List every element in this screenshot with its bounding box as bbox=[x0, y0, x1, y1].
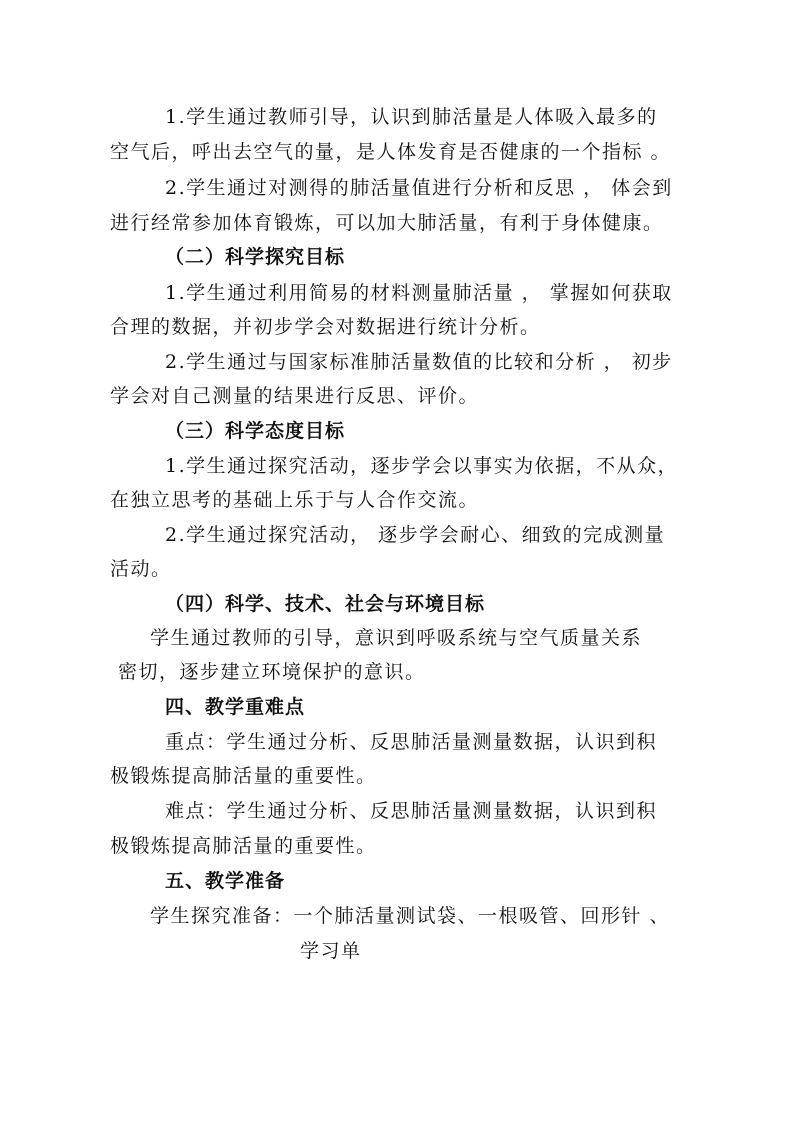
sts-goals-heading: （四）科学、技术、社会与环境目标 bbox=[165, 593, 486, 615]
focus-line1: 重点：学生通过分析、反思肺活量测量数据，认识到积 bbox=[165, 731, 658, 753]
focus-line2: 极锻炼提高肺活量的重要性。 bbox=[110, 765, 377, 787]
attitude-item2-line1: 2.学生通过探究活动， 逐步学会耐心、细致的完成测量 bbox=[165, 524, 666, 546]
knowledge-item1-line1: 1.学生通过教师引导，认识到肺活量是人体吸入最多的 bbox=[165, 106, 658, 128]
inquiry-item1-line1: 1.学生通过利用简易的材料测量肺活量 ， 掌握如何获取 bbox=[165, 282, 673, 304]
inquiry-item1-line2: 合理的数据，并初步学会对数据进行统计分析。 bbox=[110, 316, 541, 338]
inquiry-item2-line1: 2.学生通过与国家标准肺活量数值的比较和分析 ， 初步 bbox=[165, 351, 673, 373]
preparation-heading: 五、教学准备 bbox=[165, 870, 286, 892]
key-points-heading: 四、教学重难点 bbox=[165, 696, 306, 718]
difficulty-line2: 极锻炼提高肺活量的重要性。 bbox=[110, 835, 377, 857]
attitude-item2-line2: 活动。 bbox=[110, 558, 172, 580]
attitude-item1-line1: 1.学生通过探究活动，逐步学会以事实为依据，不从众， bbox=[165, 455, 679, 477]
inquiry-item2-line2: 学会对自己测量的结果进行反思、评价。 bbox=[110, 385, 480, 407]
attitude-item1-line2: 在独立思考的基础上乐于与人合作交流。 bbox=[110, 489, 480, 511]
inquiry-goals-heading: （二）科学探究目标 bbox=[165, 246, 346, 268]
knowledge-item2-line2: 进行经常参加体育锻炼，可以加大肺活量，有利于身体健康。 bbox=[110, 212, 664, 234]
attitude-goals-heading: （三）科学态度目标 bbox=[165, 420, 346, 442]
difficulty-line1: 难点：学生通过分析、反思肺活量测量数据，认识到积 bbox=[165, 800, 658, 822]
preparation-student-line1: 学生探究准备：一个肺活量测试袋、一根吸管、回形针 、 bbox=[150, 905, 671, 927]
knowledge-item2-line1: 2.学生通过对测得的肺活量值进行分析和反思 ， 体会到 bbox=[165, 177, 673, 199]
sts-body-line1: 学生通过教师的引导，意识到呼吸系统与空气质量关系 bbox=[150, 627, 643, 649]
preparation-student-line2: 学习单 bbox=[300, 940, 362, 962]
sts-body-line2: 密切，逐步建立环境保护的意识。 bbox=[118, 661, 426, 683]
knowledge-item1-line2: 空气后，呼出去空气的量，是人体发育是否健康的一个指标 。 bbox=[110, 141, 672, 163]
